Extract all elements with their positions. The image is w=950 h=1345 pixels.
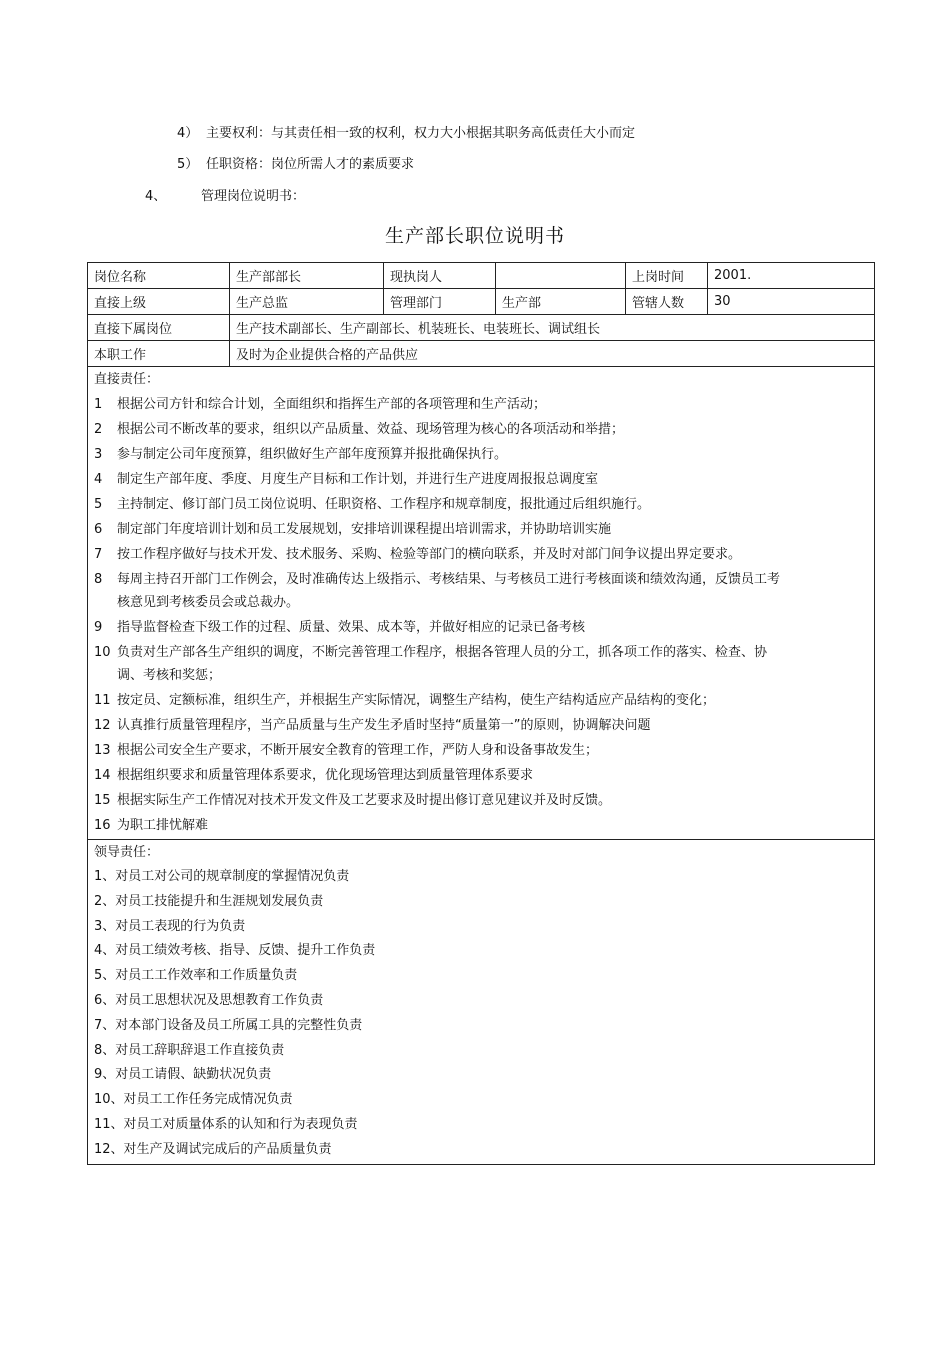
job-description-table	[87, 262, 875, 1165]
direct-duty-item	[94, 739, 868, 762]
table-row	[88, 341, 875, 367]
duty-number: 2	[94, 422, 103, 437]
table-row	[88, 289, 875, 315]
lead-duty-item: 2、对员工技能提升和生涯规划发展负责	[94, 893, 324, 909]
position-name-label: 岗位名称	[88, 263, 230, 289]
duty-text: 负责对生产部各生产组织的调度，不断完善管理工作程序，根据各管理人员的分工，抓各项工作的落实、检查、协调、考核和奖惩；	[117, 645, 768, 683]
duty-number: 6	[94, 522, 103, 537]
direct-duty-item	[94, 764, 868, 787]
table-row	[88, 315, 875, 341]
lead-duty-item: 8、对员工辞职辞退工作直接负责	[94, 1042, 285, 1058]
duty-number: 12	[94, 718, 111, 733]
intro-item-number: 4）	[177, 126, 199, 141]
duty-number: 4	[94, 472, 103, 487]
current-holder-value	[496, 263, 626, 289]
section-text: 管理岗位说明书：	[201, 189, 306, 204]
duty-number: 9	[94, 620, 103, 635]
document-title: 生产部长职位说明书	[384, 225, 565, 247]
lead-duties-block	[88, 840, 875, 1165]
position-name-value: 生产部部长	[230, 263, 384, 289]
duty-text: 每周主持召开部门工作例会，及时准确传达上级指示、考核结果、与考核员工进行考核面谈和绩效沟通，反馈员工考核意见到考核委员会或总裁办。	[117, 572, 781, 610]
subordinates-label: 直接下属岗位	[88, 315, 230, 341]
duty-text: 根据组织要求和质量管理体系要求，优化现场管理达到质量管理体系要求	[117, 768, 534, 783]
duty-text: 制定部门年度培训计划和员工发展规划，安排培训课程提出培训需求，并协助培训实施	[117, 522, 612, 537]
direct-duty-item	[94, 468, 868, 491]
direct-duty-item	[94, 714, 868, 737]
main-job-value: 及时为企业提供合格的产品供应	[230, 341, 875, 367]
table-row	[88, 840, 875, 1165]
duty-number: 7	[94, 547, 103, 562]
intro-item-text: 主要权利：与其责任相一致的权利，权力大小根据其职务高低责任大小而定	[206, 126, 636, 141]
direct-duties-list	[94, 393, 868, 837]
duty-text: 根据实际生产工作情况对技术开发文件及工艺要求及时提出修订意见建议并及时反馈。	[117, 793, 612, 808]
direct-duty-item	[94, 393, 868, 416]
duty-text: 根据公司不断改革的要求，组织以产品质量、效益、现场管理为核心的各项活动和举措；	[117, 422, 625, 437]
headcount-label: 管辖人数	[626, 289, 708, 315]
duty-number: 15	[94, 793, 111, 808]
direct-duty-item	[94, 689, 868, 712]
lead-duty-item: 9、对员工请假、缺勤状况负责	[94, 1067, 272, 1083]
duty-text: 主持制定、修订部门员工岗位说明、任职资格、工作程序和规章制度，报批通过后组织施行。	[117, 497, 651, 512]
direct-duties-block	[88, 367, 875, 840]
duty-text: 按定员、定额标准，组织生产，并根据生产实际情况，调整生产结构，使生产结构适应产品结构的变化；	[117, 693, 716, 708]
direct-duty-item	[94, 641, 868, 687]
duty-text: 按工作程序做好与技术开发、技术服务、采购、检验等部门的横向联系，并及时对部门间争议提出界定要求。	[117, 547, 742, 562]
start-date-value: 2001.	[708, 263, 875, 289]
direct-duty-item	[94, 814, 868, 837]
lead-duty-item: 1、对员工对公司的规章制度的掌握情况负责	[94, 869, 350, 884]
duty-text: 认真推行质量管理程序，当产品质量与生产发生矛盾时坚持“质量第一”的原则，协调解决问题	[117, 718, 651, 733]
lead-duty-item: 11、对员工对质量体系的认知和行为表现负责	[94, 1116, 358, 1132]
duty-number: 8	[94, 572, 103, 587]
current-holder-label: 现执岗人	[384, 263, 496, 289]
lead-duty-item: 5、对员工工作效率和工作质量负责	[94, 968, 298, 984]
direct-duty-item	[94, 616, 868, 639]
duty-number: 16	[94, 818, 111, 833]
start-date-label: 上岗时间	[626, 263, 708, 289]
duty-text: 为职工排忧解难	[117, 818, 209, 833]
direct-duty-item	[94, 493, 868, 516]
direct-duty-item	[94, 789, 868, 812]
direct-duty-item	[94, 443, 868, 466]
table-row	[88, 367, 875, 840]
duty-number: 3	[94, 447, 103, 462]
lead-duty-item: 6、对员工思想状况及思想教育工作负责	[94, 992, 324, 1008]
direct-duty-item	[94, 418, 868, 441]
superior-label: 直接上级	[88, 289, 230, 315]
duty-number: 10	[94, 645, 111, 660]
duty-text: 根据公司安全生产要求，不断开展安全教育的管理工作，严防人身和设备事故发生；	[117, 743, 599, 758]
duty-text: 根据公司方针和综合计划，全面组织和指挥生产部的各项管理和生产活动；	[117, 397, 547, 412]
duty-number: 14	[94, 768, 111, 783]
duty-text: 指导监督检查下级工作的过程、质量、效果、成本等，并做好相应的记录已备考核	[117, 620, 586, 635]
lead-duty-item: 10、对员工工作任务完成情况负责	[94, 1092, 293, 1108]
lead-duty-item: 4、对员工绩效考核、指导、反馈、提升工作负责	[94, 943, 376, 959]
direct-duty-item	[94, 543, 868, 566]
lead-duty-item: 3、对员工表现的行为负责	[94, 918, 246, 934]
superior-value: 生产总监	[230, 289, 384, 315]
table-row	[88, 263, 875, 289]
duty-text: 制定生产部年度、季度、月度生产目标和工作计划，并进行生产进度周报报总调度室	[117, 472, 599, 487]
duty-number: 1	[94, 397, 103, 412]
section-number: 4、	[145, 189, 167, 204]
lead-duties-title: 领导责任：	[94, 845, 160, 860]
direct-duty-item	[94, 568, 868, 614]
lead-duty-item: 12、对生产及调试完成后的产品质量负责	[94, 1141, 332, 1157]
duty-text: 参与制定公司年度预算，组织做好生产部年度预算并报批确保执行。	[117, 447, 508, 462]
duty-number: 11	[94, 693, 111, 708]
intro-item-number: 5）	[177, 157, 199, 172]
duty-number: 13	[94, 743, 111, 758]
lead-duty-item: 7、对本部门设备及员工所属工具的完整性负责	[94, 1017, 363, 1033]
headcount-value: 30	[708, 289, 875, 315]
direct-duty-item	[94, 518, 868, 541]
subordinates-value: 生产技术副部长、生产副部长、机装班长、电装班长、调试组长	[230, 315, 875, 341]
department-value: 生产部	[496, 289, 626, 315]
lead-duties-list	[94, 866, 868, 1164]
duty-number: 5	[94, 497, 103, 512]
direct-duties-title: 直接责任：	[94, 372, 160, 387]
main-job-label: 本职工作	[88, 341, 230, 367]
department-label: 管理部门	[384, 289, 496, 315]
intro-item-text: 任职资格：岗位所需人才的素质要求	[206, 157, 415, 172]
